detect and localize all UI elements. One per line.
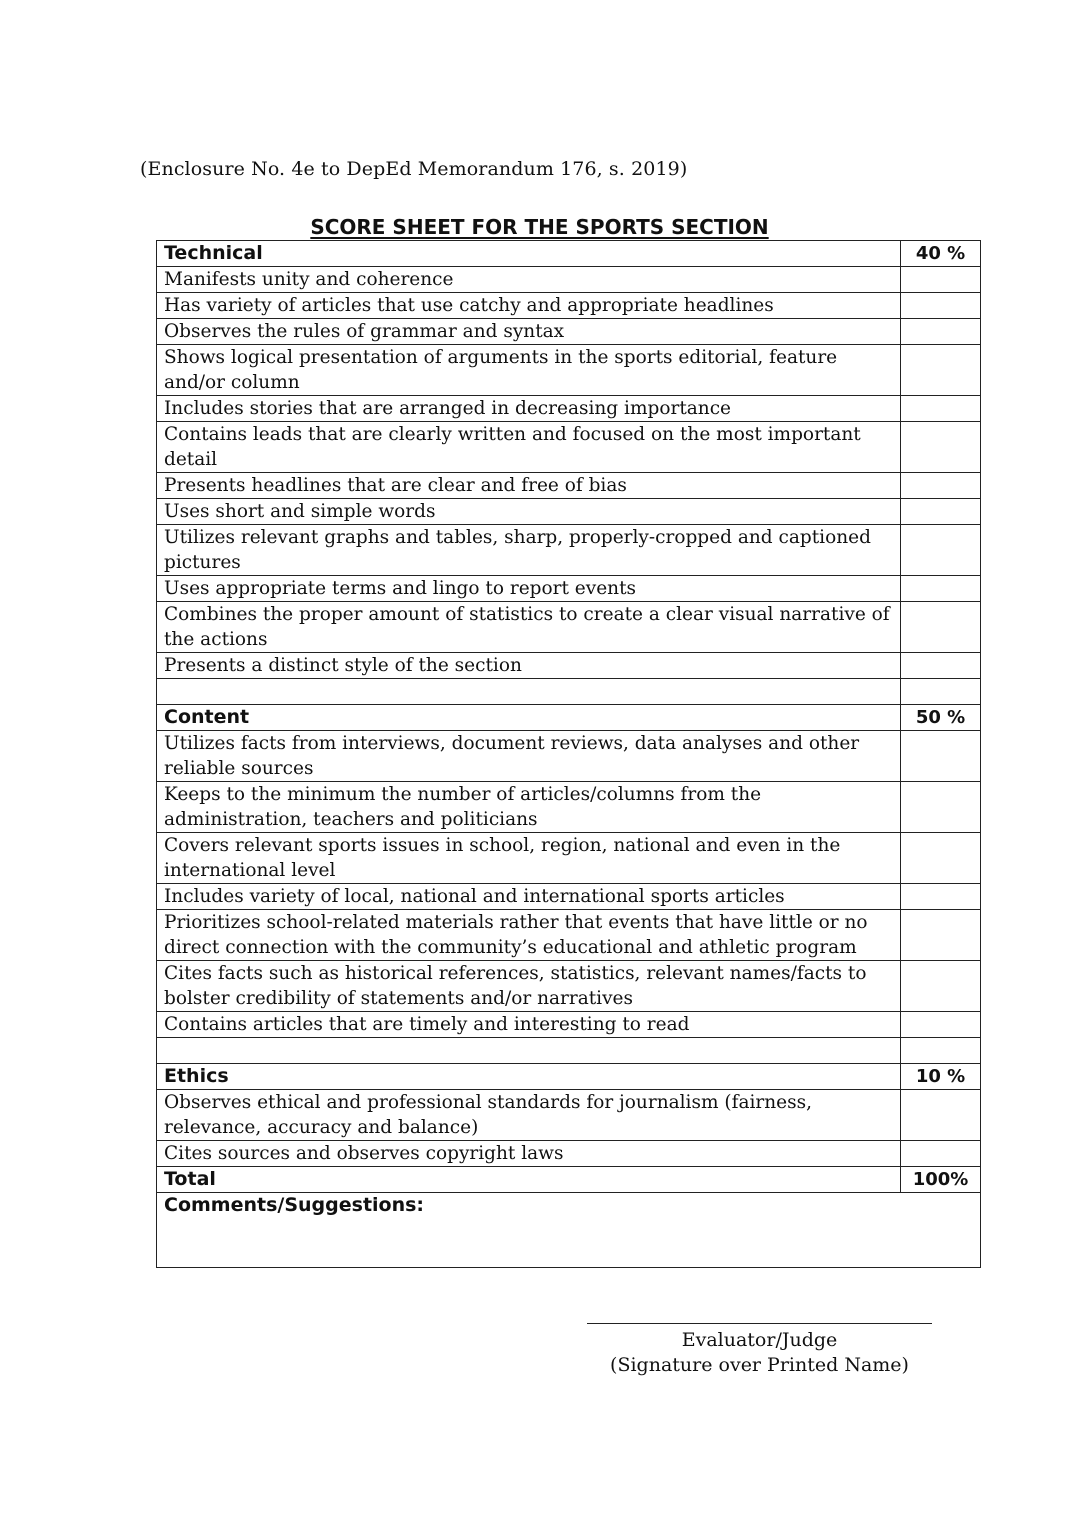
criterion-text: Shows logical presentation of arguments in the sports editorial, feature and/or column (157, 345, 901, 396)
criterion-text: Presents headlines that are clear and free of bias (157, 473, 901, 499)
score-input-cell[interactable] (901, 1012, 981, 1038)
criterion-text: Covers relevant sports issues in school, region, national and even in the international level (157, 833, 901, 884)
score-input-cell[interactable] (901, 473, 981, 499)
criterion-text: Keeps to the minimum the number of articles/columns from the administration, teachers and politicians (157, 782, 901, 833)
score-input-cell[interactable] (901, 267, 981, 293)
spacer-row (157, 1038, 981, 1064)
section-weight: 10 % (901, 1064, 981, 1090)
criterion-row (157, 576, 981, 602)
section-label: Technical (157, 241, 901, 267)
criterion-text: Cites sources and observes copyright laws (157, 1141, 901, 1167)
score-input-cell[interactable] (901, 1141, 981, 1167)
criterion-text: Presents a distinct style of the section (157, 653, 901, 679)
score-input-cell[interactable] (901, 576, 981, 602)
criterion-row (157, 653, 981, 679)
score-input-cell[interactable] (901, 293, 981, 319)
criterion-row (157, 731, 981, 782)
criterion-text: Cites facts such as historical references, statistics, relevant names/facts to bolster credibility of statements and/or narratives (157, 961, 901, 1012)
section-header-technical (157, 241, 981, 267)
score-input-cell[interactable] (901, 525, 981, 576)
score-input-cell[interactable] (901, 884, 981, 910)
criterion-text: Observes ethical and professional standards for journalism (fairness, relevance, accuracy and balance) (157, 1090, 901, 1141)
spacer-cell (901, 1038, 981, 1064)
section-header-content (157, 705, 981, 731)
criterion-text: Prioritizes school-related materials rather that events that have little or no direct connection with the community’s educational and athletic program (157, 910, 901, 961)
score-input-cell[interactable] (901, 910, 981, 961)
section-weight: 50 % (901, 705, 981, 731)
criterion-row (157, 884, 981, 910)
score-sheet-title: SCORE SHEET FOR THE SPORTS SECTION (310, 215, 769, 239)
criterion-row (157, 833, 981, 884)
criterion-row (157, 422, 981, 473)
criterion-row (157, 473, 981, 499)
score-input-cell[interactable] (901, 345, 981, 396)
score-input-cell[interactable] (901, 499, 981, 525)
criterion-text: Utilizes facts from interviews, document reviews, data analyses and other reliable sources (157, 731, 901, 782)
criterion-text: Observes the rules of grammar and syntax (157, 319, 901, 345)
criterion-text: Uses appropriate terms and lingo to report events (157, 576, 901, 602)
criterion-row (157, 782, 981, 833)
criterion-row (157, 267, 981, 293)
total-weight: 100% (901, 1167, 981, 1193)
criterion-row (157, 1012, 981, 1038)
evaluator-role-label: Evaluator/Judge (681, 1329, 838, 1351)
criterion-row (157, 525, 981, 576)
spacer-cell (157, 679, 901, 705)
criterion-row (157, 499, 981, 525)
spacer-row (157, 679, 981, 705)
section-weight: 40 % (901, 241, 981, 267)
criterion-row (157, 345, 981, 396)
signature-line[interactable] (587, 1323, 932, 1324)
criterion-row (157, 293, 981, 319)
criterion-row (157, 602, 981, 653)
comments-row (157, 1193, 981, 1268)
criterion-row (157, 319, 981, 345)
enclosure-reference: (Enclosure No. 4e to DepEd Memorandum 176, s. 2019) (140, 158, 688, 180)
score-input-cell[interactable] (901, 602, 981, 653)
spacer-cell (901, 679, 981, 705)
criterion-text: Manifests unity and coherence (157, 267, 901, 293)
criterion-text: Contains leads that are clearly written and focused on the most important detail (157, 422, 901, 473)
score-input-cell[interactable] (901, 422, 981, 473)
score-input-cell[interactable] (901, 319, 981, 345)
score-input-cell[interactable] (901, 833, 981, 884)
criterion-text: Has variety of articles that use catchy and appropriate headlines (157, 293, 901, 319)
section-label: Content (157, 705, 901, 731)
section-header-ethics (157, 1064, 981, 1090)
total-row (157, 1167, 981, 1193)
score-input-cell[interactable] (901, 1090, 981, 1141)
criterion-text: Uses short and simple words (157, 499, 901, 525)
score-sheet-table (156, 240, 981, 1268)
criterion-row (157, 1141, 981, 1167)
score-input-cell[interactable] (901, 961, 981, 1012)
comments-label: Comments/Suggestions: (164, 1194, 425, 1216)
criterion-text: Contains articles that are timely and interesting to read (157, 1012, 901, 1038)
criterion-row (157, 961, 981, 1012)
score-input-cell[interactable] (901, 653, 981, 679)
criterion-row (157, 910, 981, 961)
criterion-text: Includes stories that are arranged in decreasing importance (157, 396, 901, 422)
criterion-text: Combines the proper amount of statistics to create a clear visual narrative of the actions (157, 602, 901, 653)
section-label: Ethics (157, 1064, 901, 1090)
spacer-cell (157, 1038, 901, 1064)
criterion-text: Includes variety of local, national and international sports articles (157, 884, 901, 910)
criterion-text: Utilizes relevant graphs and tables, sharp, properly-cropped and captioned pictures (157, 525, 901, 576)
score-input-cell[interactable] (901, 731, 981, 782)
signature-instruction: (Signature over Printed Name) (610, 1354, 909, 1376)
score-input-cell[interactable] (901, 782, 981, 833)
total-label: Total (157, 1167, 901, 1193)
criterion-row (157, 1090, 981, 1141)
score-input-cell[interactable] (901, 396, 981, 422)
comments-field[interactable] (157, 1193, 981, 1268)
criterion-row (157, 396, 981, 422)
